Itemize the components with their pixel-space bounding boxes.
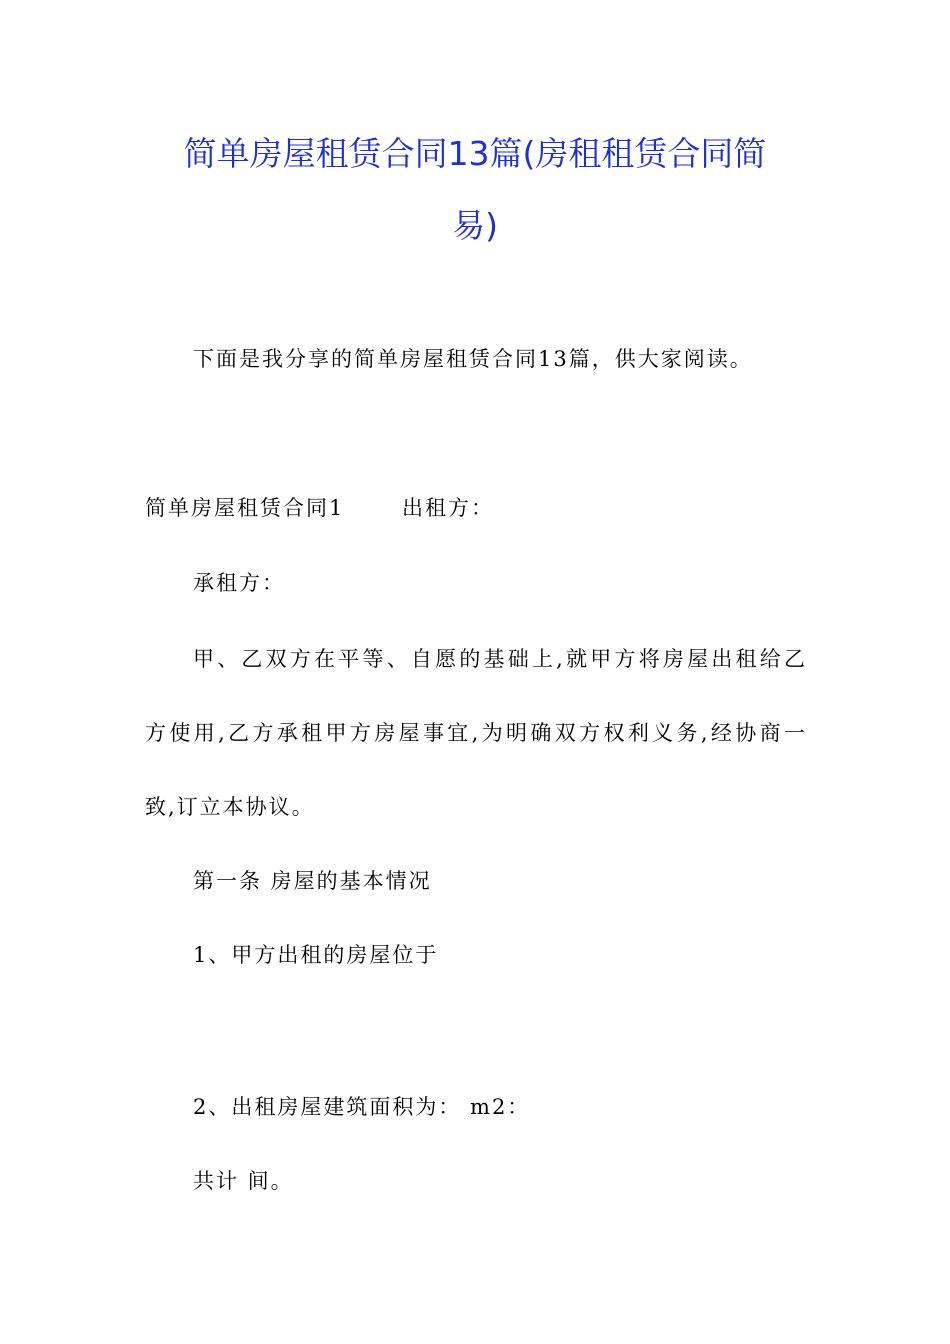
lessor-label: 出租方： <box>402 496 494 520</box>
article-1-heading: 第一条 房屋的基本情况 <box>193 869 432 893</box>
clause-item-2: 2、出租房屋建筑面积为： m2： <box>193 1095 531 1119</box>
paragraph-1-line-3: 致,订立本协议。 <box>145 795 315 819</box>
section-heading: 简单房屋租赁合同1 <box>145 496 345 520</box>
paragraph-1-line-2: 方使用,乙方承租甲方房屋事宜,为明确双方权利义务,经协商一 <box>145 721 805 745</box>
clause-item-3: 共计 间。 <box>193 1169 294 1193</box>
intro-paragraph: 下面是我分享的简单房屋租赁合同13篇，供大家阅读。 <box>193 347 753 371</box>
clause-item-1: 1、甲方出租的房屋位于 <box>193 943 439 967</box>
lessee-label: 承租方： <box>193 571 285 595</box>
paragraph-1-line-1: 甲、乙双方在平等、自愿的基础上,就甲方将房屋出租给乙 <box>193 647 805 671</box>
document-title-line-1: 简单房屋租赁合同13篇(房租租赁合同简 <box>183 134 767 173</box>
document-title-line-2: 易) <box>452 206 498 245</box>
